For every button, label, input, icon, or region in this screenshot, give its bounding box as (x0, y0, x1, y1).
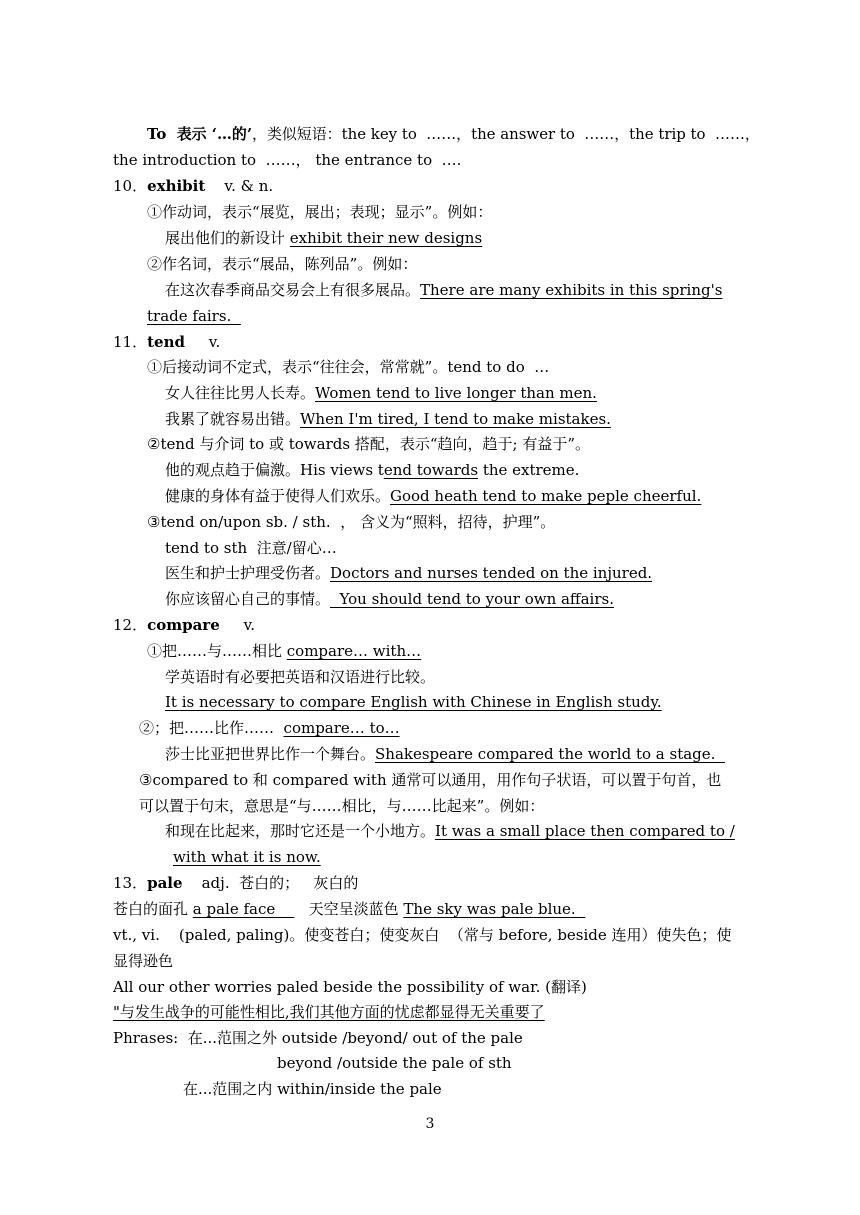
text-segment: v. (219, 616, 256, 634)
underlined-text: "与发生战争的可能性相比,我们其他方面的忧虑都显得无关重要了 (113, 1003, 545, 1021)
text-line (165, 486, 701, 508)
text-segment: 11． (113, 333, 148, 351)
text-line (113, 925, 732, 947)
text-segment: 健康的身体有益于使得人们欢乐。 (165, 487, 391, 505)
text-segment: 莎士比亚把世界比作一个舞台。 (165, 745, 376, 763)
underlined-text: It is necessary to compare English with Chinese in English study. (165, 693, 662, 711)
text-line (147, 357, 549, 379)
underlined-text: Women tend to live longer than men. (315, 384, 597, 402)
text-line (113, 977, 587, 999)
bold-term: tend (147, 333, 185, 351)
text-segment: 在这次春季商品交易会上有很多展品。 (165, 281, 421, 299)
text-line (139, 770, 721, 792)
text-segment: 学英语时有必要把英语和汉语进行比较。 (165, 668, 436, 686)
text-segment: ③compared to 和 compared with 通常可以通用，用作句子状语，可以置于句首，也 (139, 771, 722, 789)
bold-term: To 表示 ‘…的’ (147, 125, 253, 143)
text-line (165, 460, 579, 482)
text-segment: v. & n. (205, 177, 274, 195)
text-line (147, 641, 421, 663)
text-segment: v. (184, 333, 221, 351)
underlined-text: The sky was pale blue. (403, 900, 586, 918)
text-segment: ①作动词，表示“展览，展出；表现；显示”。例如： (147, 203, 493, 221)
text-segment: 我累了就容易出错。 (165, 410, 301, 428)
text-segment: 和现在比起来，那时它还是一个小地方。 (165, 822, 436, 840)
text-line (113, 1002, 545, 1024)
underlined-text: Doctors and nurses tended on the injured. (330, 564, 653, 582)
underlined-text: trade fairs. (147, 307, 241, 325)
text-segment: ①后接动词不定式，表示“往往会，常常就”。tend to do … (147, 358, 550, 376)
underlined-text: compare… with… (286, 642, 422, 660)
text-line (113, 150, 461, 172)
underlined-text: compare… to… (283, 719, 400, 737)
text-line (165, 280, 722, 302)
text-line (113, 176, 273, 198)
text-line (147, 512, 555, 534)
underlined-text: There are many exhibits in this spring's (420, 281, 723, 299)
underlined-text: exhibit their new designs (289, 229, 483, 247)
underlined-text: You should tend to your own affairs. (330, 590, 614, 608)
text-segment: the extreme. (478, 461, 580, 479)
page-number: 3 (425, 1116, 435, 1132)
bold-term: exhibit (147, 177, 206, 195)
text-segment: 他的观点趋于偏激。His views t (165, 461, 384, 479)
text-line (139, 718, 400, 740)
text-segment: 在...范围之内 within/inside the pale (183, 1080, 442, 1098)
text-segment: ①把……与……相比 (147, 642, 287, 660)
text-segment: ，类似短语：the key to ……，the answer to ……，the trip to ……， (252, 125, 760, 143)
bold-term: compare (147, 616, 220, 634)
text-line (147, 306, 241, 328)
text-line (165, 589, 614, 611)
text-line (183, 1079, 442, 1101)
text-segment: vt., vi. (paled, paling)。使变苍白；使变灰白 （常与 before, beside 连用）使失色；使 (113, 926, 732, 944)
text-line (113, 1028, 523, 1050)
text-segment: 可以置于句末，意思是“与……相比，与……比起来”。例如： (139, 797, 545, 815)
text-line (147, 124, 760, 146)
text-segment: 展出他们的新设计 (165, 229, 290, 247)
text-line (147, 202, 492, 224)
text-line (113, 899, 585, 921)
text-line (113, 951, 173, 973)
text-segment: beyond /outside the pale of sth (277, 1054, 512, 1072)
underlined-text: end towards (383, 461, 479, 479)
text-line (165, 409, 611, 431)
text-segment: Phrases: 在...范围之外 outside /beyond/ out of the pale (113, 1029, 523, 1047)
text-segment: 你应该留心自己的事情。 (165, 590, 331, 608)
underlined-text: Good heath tend to make peple cheerful. (390, 487, 702, 505)
text-line (165, 692, 662, 714)
text-line (165, 667, 435, 689)
text-line (113, 332, 220, 354)
text-line (173, 847, 321, 869)
text-segment: adj. 苍白的； 灰白的 (182, 874, 359, 892)
bold-term: pale (147, 874, 183, 892)
text-segment: ②作名词，表示“展品，陈列品”。例如： (147, 255, 418, 273)
text-line (165, 538, 337, 560)
text-line (113, 873, 358, 895)
text-segment: 13． (113, 874, 148, 892)
underlined-text: When I'm tired, I tend to make mistakes. (300, 410, 611, 428)
text-line (147, 254, 417, 276)
text-segment: 显得逊色 (113, 952, 174, 970)
text-segment: All our other worries paled beside the possibility of war. (翻译) (113, 978, 587, 996)
text-line (165, 228, 482, 250)
text-segment: 10． (113, 177, 148, 195)
text-segment: ②；把……比作…… (139, 719, 284, 737)
text-segment: ③tend on/upon sb. / sth. ， 含义为“照料，招待，护理”。 (147, 513, 556, 531)
text-line (165, 744, 725, 766)
text-segment: 天空呈淡蓝色 (294, 900, 404, 918)
text-line (113, 615, 255, 637)
text-segment: 女人往往比男人长寿。 (165, 384, 316, 402)
text-segment: 苍白的面孔 (113, 900, 193, 918)
text-segment: 12． (113, 616, 148, 634)
underlined-text: a pale face (192, 900, 295, 918)
text-line (139, 796, 544, 818)
text-line (147, 434, 590, 456)
text-segment: tend to sth 注意/留心… (165, 539, 337, 557)
text-segment: the introduction to ……， the entrance to …. (113, 151, 462, 169)
underlined-text: It was a small place then compared to / (435, 822, 735, 840)
underlined-text: with what it is now. (173, 848, 321, 866)
text-segment: ②tend 与介词 to 或 towards 搭配，表示“趋向，趋于; 有益于”。 (147, 435, 590, 453)
text-segment: 医生和护士护理受伤者。 (165, 564, 331, 582)
text-line (165, 821, 735, 843)
text-line (165, 383, 597, 405)
underlined-text: Shakespeare compared the world to a stage. (375, 745, 725, 763)
text-line (277, 1053, 512, 1075)
text-line (165, 563, 652, 585)
